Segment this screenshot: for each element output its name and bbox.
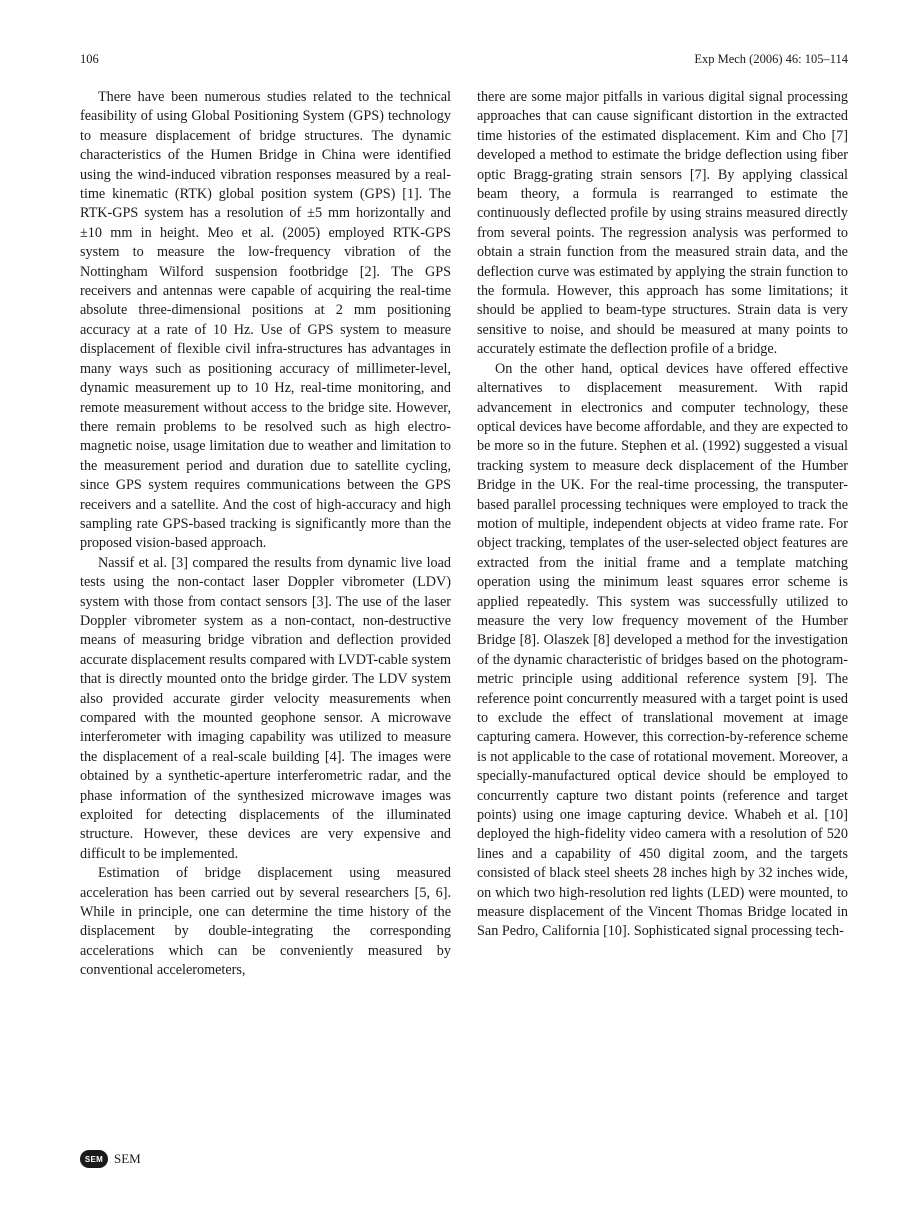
page-footer	[80, 1148, 141, 1170]
journal-citation: Exp Mech (2006) 46: 105–114	[694, 52, 848, 66]
paragraph-continuation: there are some major pitfalls in various digital signal processing approaches that can cause significant distortion in the extracted time histories of the estimated displacement. Kim and Cho [7] developed a method to estimate the bridge deflection using fiber optic Bragg-grating strain sensors [7]. By applying classical beam theory, a formula is rearranged to estimate the continuously deflected profile by using strains measured directly from several points. The regression analysis was performed to obtain a strain function from the measured strain data, and the deflection curve was estimated by applying the strain function to the formula. However, this approach has some limitations; it should be applied to beam-type structures. Strain data is very sensitive to noise, and should be measured at many points to accurately estimate the deflection profile of a bridge.	[477, 89, 848, 358]
page-number: 106	[80, 52, 99, 66]
paragraph-optical: On the other hand, optical devices have offered effective alternatives to displacement measurement. With rapid advancement in electronics and computer technology, these optical devices have become affordable, and they are expected to be more so in the future. Stephen et al. (1992) suggested a visual tracking system to measure deck displacement of the Humber Bridge in the UK. For the real-time processing, the transputer-based parallel processing techniques were employed to track the motion of multiple, independent objects at video frame rate. For object tracking, templates of the user-selected object features are extracted from the initial frame and a template matching operation using the minimum least squares error scheme is applied repeatedly. This system was successfully utilized to measure the very low frequency movement of the Humber Bridge [8]. Olaszek [8] developed a method for the investigation of the dynamic characteristic of bridges based on the photogram-metric principle using additional reference system [9]. The reference point concurrently measured with a target point is used to exclude the effect of translational movement at image capturing camera. However, this correction-by-reference scheme is not applicable to the case of rotational movement. Moreover, a specially-manufactured optical device should be employed to concurrently capture two distant points (reference and target points) using one image capturing device. Whabeh et al. [10] deployed the high-fidelity video camera with a resolution of 520 lines and a capability of 450 digital zoom, and the targets consisted of black steel sheets 28 inches high by 32 inches wide, on which two high-resolution red lights (LED) were mounted, to measure displacement of the Vincent Thomas Bridge located in San Pedro, California [10]. Sophisticated signal processing tech-	[477, 360, 848, 940]
left-column	[80, 88, 451, 981]
right-column	[477, 88, 848, 942]
paragraph-ldv: Nassif et al. [3] compared the results from dynamic live load tests using the non-contact laser Doppler vibrometer (LDV) system with those from contact sensors [3]. The use of the laser Doppler vibrometer system as a non-contact, non-destructive means of measuring bridge vibration and deflection provided accurate displacement results compared with LVDT-cable system that is directly mounted onto the bridge girder. The LDV system also provided accurate girder velocity measurements when compared with the mounted geophone sensor. A microwave interferometer with imaging capability was utilized to measure the displacement of a real-scale building [4]. The images were obtained by a synthetic-aperture interferometric radar, and the phase information of the synthesized microwave images was exploited for detecting displacements of the illuminated structure. However, these devices are very expensive and difficult to be implemented.	[80, 554, 451, 862]
paragraph-gps: There have been numerous studies related to the technical feasibility of using Global Positioning System (GPS) technology to measure displacement of bridge structures. The dynamic characteristics of the Humen Bridge in China were identified using the wind-induced vibration responses measured by a real-time kinematic (RTK) global position system (GPS) [1]. The RTK-GPS system has a resolution of ±5 mm horizontally and ±10 mm in height. Meo et al. (2005) employed RTK-GPS system to measure the low-frequency vibration of the Nottingham Wilford suspension footbridge [2]. The GPS receivers and antennas were capable of acquiring the real-time absolute three-dimensional positions at 2 mm positioning accuracy at a rate of 10 Hz. Use of GPS system to measure displacement of flexible civil infra-structures has advantages in many ways such as positioning accuracy of millimeter-level, dynamic measurement up to 10 Hz, real-time monitoring, and remote measurement without access to the bridge site. However, there remain problems to be resolved such as high electro-magnetic noise, usage limitation due to weather and limitation to the measurement period and duration due to satellite cycling, since GPS system requires communications between the GPS receivers and a satellite. And the cost of high-accuracy and high sampling rate GPS-based tracking is significantly more than the proposed vision-based approach.	[80, 89, 451, 552]
publisher-name: SEM	[114, 1151, 141, 1166]
running-header	[80, 50, 848, 72]
sem-logo-icon: SEM	[80, 1150, 108, 1168]
paragraph-acceleration: Estimation of bridge displacement using measured acceleration has been carried out by several researchers [5, 6]. While in principle, one can determine the time history of the displacement by double-integrating the corresponding accelerations which can be conveniently measured by conventional accelerometers,	[80, 865, 451, 979]
